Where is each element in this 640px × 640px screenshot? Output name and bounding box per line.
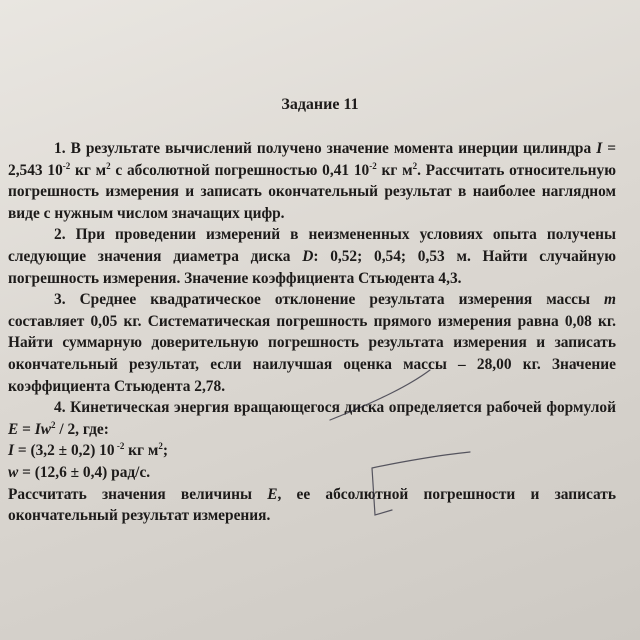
variable: Iw bbox=[34, 420, 51, 438]
variable: D bbox=[302, 247, 314, 265]
task-text: Среднее квадратическое отклонение результата измерения массы bbox=[79, 291, 605, 309]
task-text: Рассчитать значения величины bbox=[8, 485, 268, 503]
variable: E bbox=[8, 420, 19, 438]
task-text: кг м bbox=[70, 161, 107, 179]
task-text: . Рассчитать относительную погрешность измерения и записать окончательный результат в наиболее наглядном виде с нужным числом значащих цифр. bbox=[8, 161, 616, 222]
exponent: 2 bbox=[106, 160, 111, 171]
variable: I bbox=[8, 442, 14, 460]
task-number: 2. bbox=[54, 226, 66, 244]
task-1 bbox=[8, 138, 616, 224]
task-4-final bbox=[8, 484, 616, 527]
task-text: = bbox=[18, 420, 35, 438]
exponent: 2 bbox=[412, 160, 418, 171]
task-text: кг м bbox=[124, 442, 159, 460]
task-number: 3. bbox=[54, 291, 66, 309]
task-3 bbox=[8, 289, 616, 397]
task-text: Кинетическая энергия вращающегося диска определяется рабочей формулой bbox=[70, 399, 616, 417]
task-4-line-w bbox=[8, 462, 616, 484]
exponent: -2 bbox=[62, 160, 71, 171]
variable: m bbox=[604, 291, 616, 309]
exponent: 2 bbox=[158, 441, 163, 452]
task-text: : 0,52; 0,54; 0,53 м. Найти случайную погрешность измерения. Значение коэффициента Стьюдента 4,3. bbox=[8, 247, 616, 287]
page-title: Задание 11 bbox=[281, 96, 359, 113]
variable: w bbox=[8, 463, 19, 481]
task-text: При проведении измерений в неизмененных условиях опыта получены следующие значения диаметра диска bbox=[8, 226, 616, 265]
task-text: = (12,6 ± 0,4) рад/с. bbox=[18, 463, 151, 481]
task-text: = (3,2 ± 0,2) 10 bbox=[14, 442, 115, 460]
variable: E bbox=[267, 485, 278, 503]
exponent: -2 bbox=[369, 160, 377, 171]
task-4 bbox=[8, 397, 616, 440]
task-text: / 2, где: bbox=[55, 420, 109, 438]
task-text: составляет 0,05 кг. Систематическая погрешность прямого измерения равна 0,08 кг. Найти суммарную доверительную погрешность результата измерения и записать окончательный результат, если наилучшая оценка массы – 28,00 кг. Значение коэффициента Стьюдента 2,78. bbox=[8, 312, 616, 395]
task-2 bbox=[8, 224, 616, 289]
task-text: кг м bbox=[376, 161, 413, 179]
exponent: 2 bbox=[51, 419, 56, 430]
task-list bbox=[8, 138, 616, 527]
task-text: = 2,543 10 bbox=[8, 140, 616, 179]
task-text: с абсолютной погрешностью 0,41 10 bbox=[110, 161, 370, 179]
task-text: В результате вычислений получено значение момента инерции цилиндра bbox=[70, 140, 597, 157]
task-number: 4. bbox=[54, 399, 66, 417]
task-4-line-i bbox=[8, 440, 616, 462]
exponent: -2 bbox=[114, 441, 125, 452]
task-text: ; bbox=[162, 442, 169, 460]
task-text: , ее абсолютной погрешности и записать окончательный результат измерения. bbox=[8, 485, 616, 525]
task-number: 1. bbox=[54, 140, 66, 157]
variable: I bbox=[596, 140, 603, 157]
